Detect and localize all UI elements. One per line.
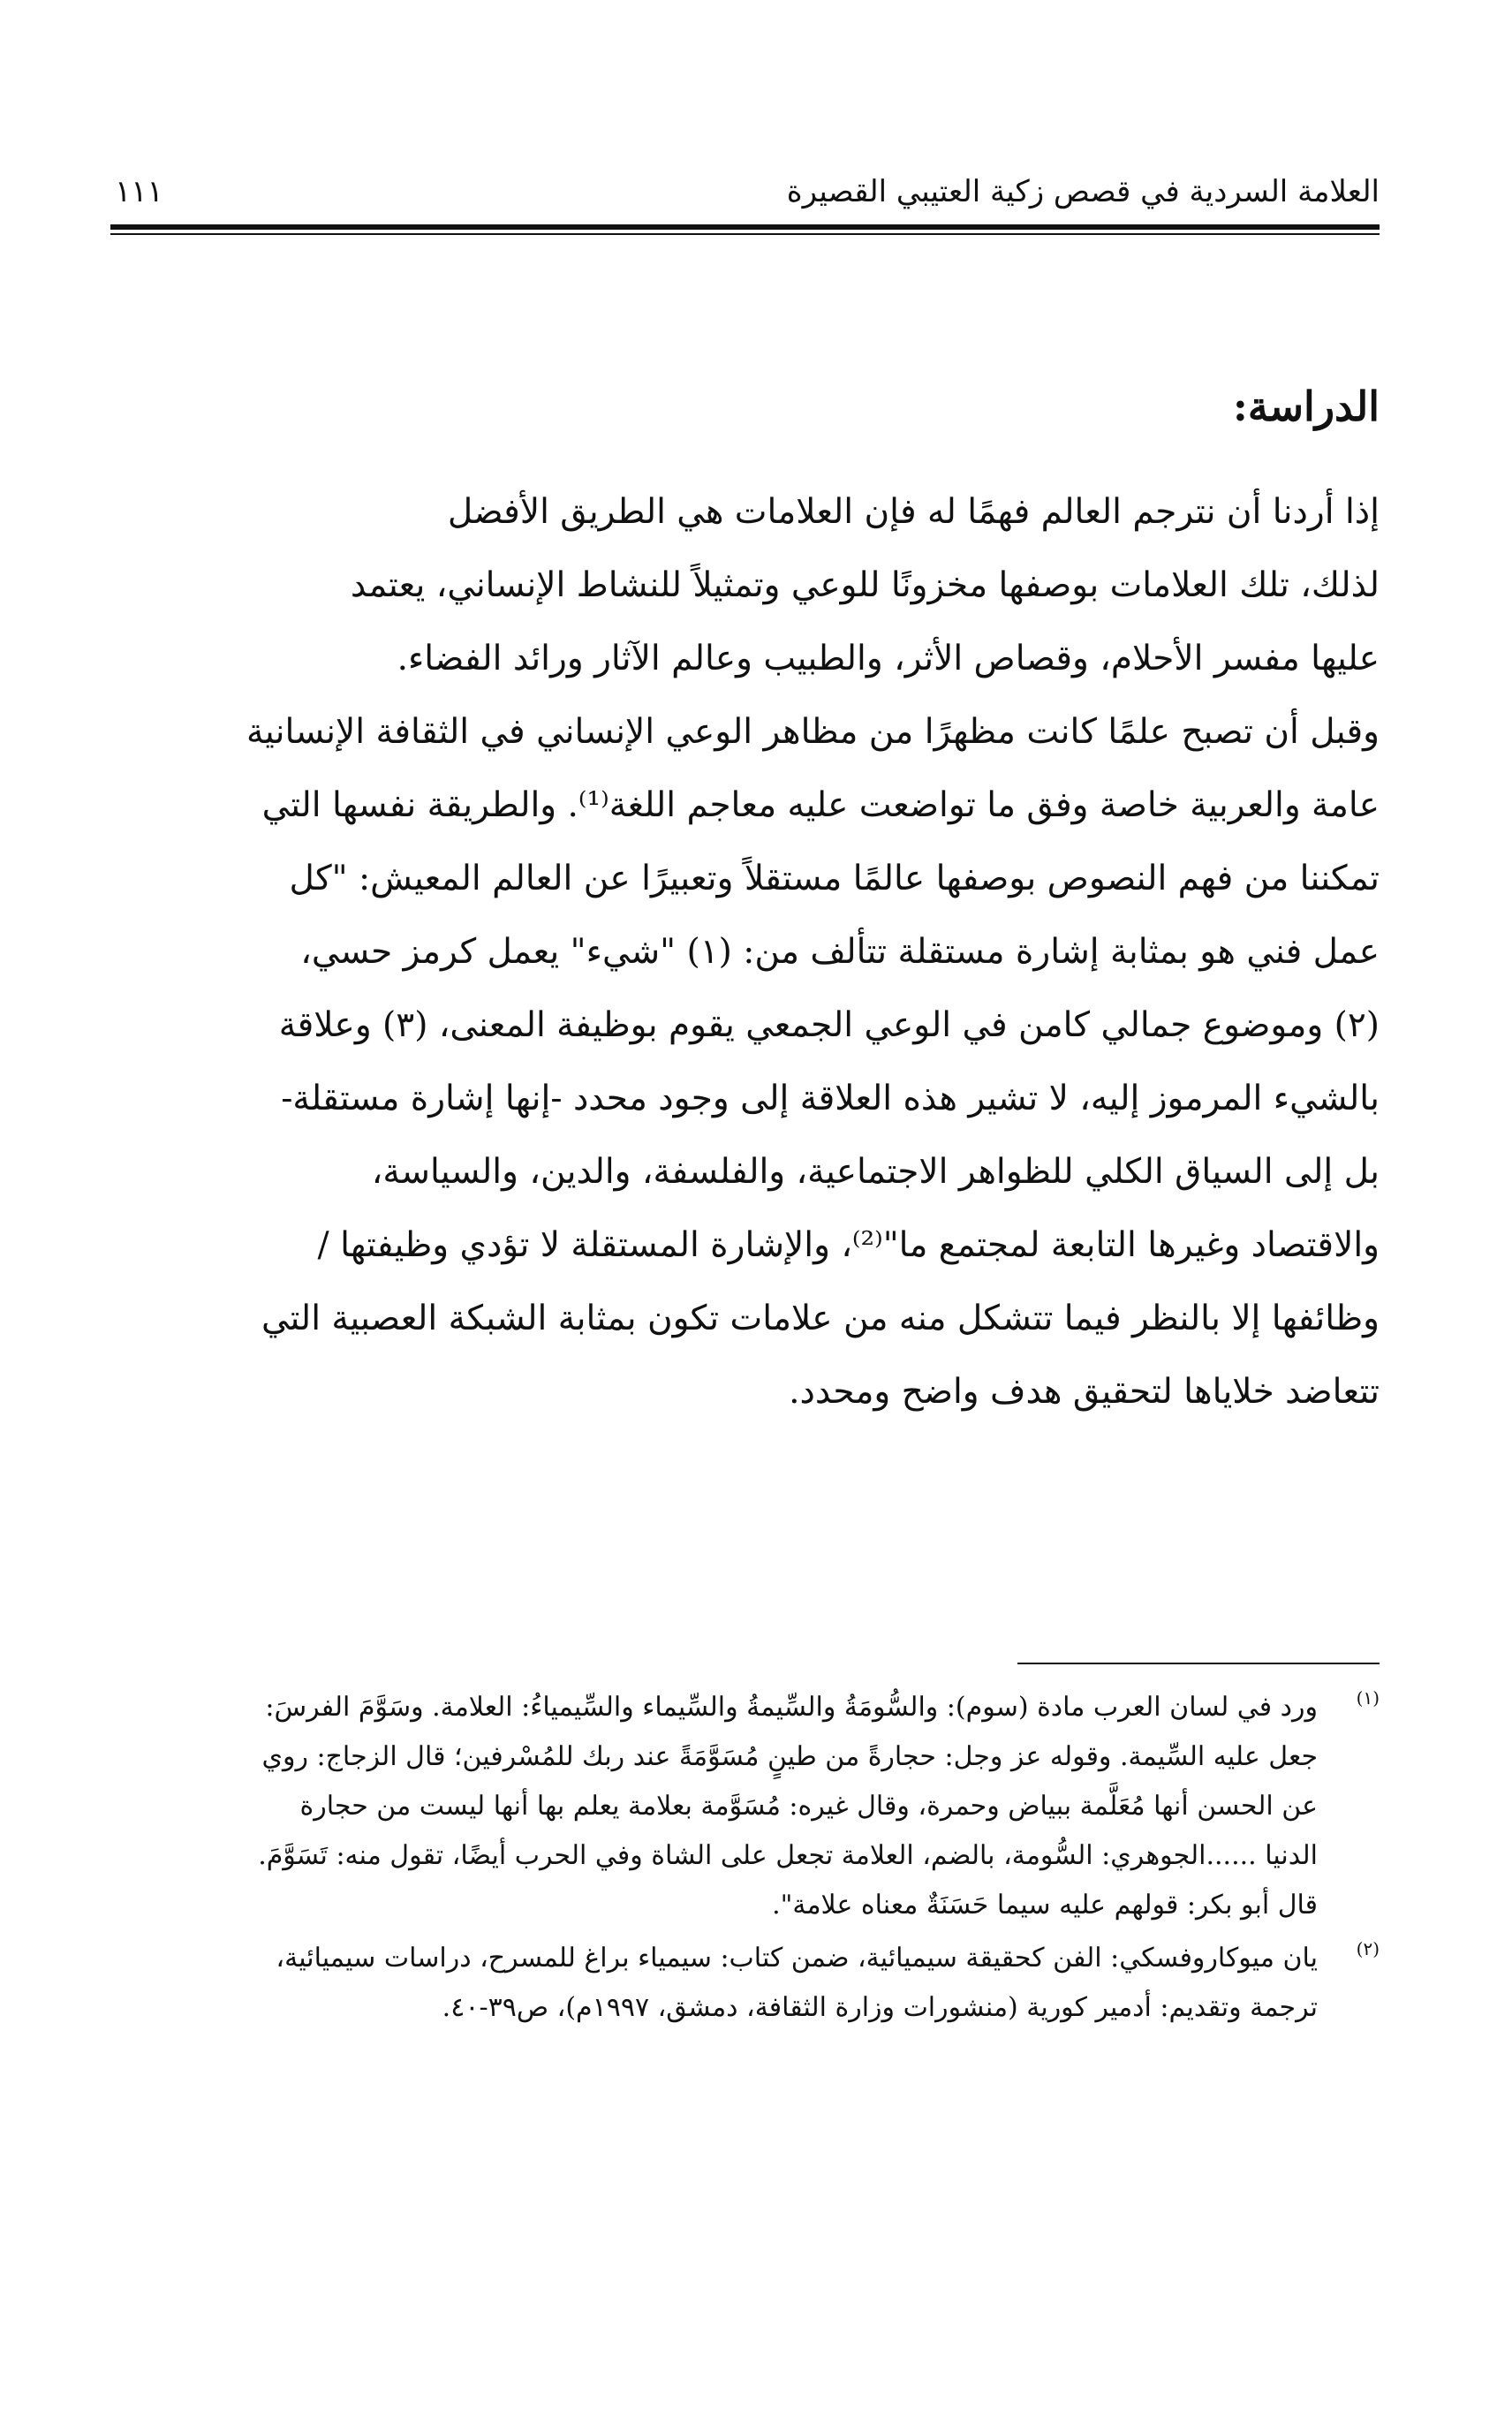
footnote-line: يان ميوكاروفسكي: الفن كحقيقة سيميائية، ضمن كتاب: سيمياء براغ للمسرح، دراسات سيميائية، <box>276 1943 1318 1974</box>
footnote-line: ورد في لسان العرب مادة (سوم): والسُّومَةُ والسِّيمةُ والسِّيماء والسِّيمياءُ: العلامة. وسَوَّمَ الفرسَ: <box>265 1692 1318 1723</box>
footnote-line: الدنيا ......الجوهري: السُّومة، بالضم، العلامة تجعل على الشاة وفي الحرب أيضًا، تقول منه: تَسَوَّمَ. <box>258 1840 1318 1871</box>
footnotes <box>110 1683 1380 2036</box>
body-line: تمكننا من فهم النصوص بوصفها عالمًا مستقلاً وتعبيرًا عن العالم المعيش: "كل <box>289 859 1380 898</box>
body-line: بل إلى السياق الكلي للظواهر الاجتماعية، والفلسفة، والدين، والسياسة، <box>371 1152 1380 1192</box>
body-line: إذا أردنا أن نترجم العالم فهمًا له فإن العلامات هي الطريق الأفضل <box>447 492 1380 532</box>
section-heading: الدراسة: <box>1232 383 1380 430</box>
footnote-line: جعل عليه السِّيمة. وقوله عز وجل: حجارةً من طينٍ مُسَوَّمَةً عند ربك للمُسْرفين؛ قال الزجاج: روي <box>261 1741 1318 1772</box>
footnote-1 <box>110 1683 1380 1930</box>
body-line: عليها مفسر الأحلام، وقصاص الأثر، والطبيب وعالم الآثار ورائد الفضاء. <box>397 639 1380 678</box>
footnote-2 <box>110 1934 1380 2033</box>
body-line: عامة والعربية خاصة وفق ما تواضعت عليه معاجم اللغة⁽¹⁾. والطريقة نفسها التي <box>261 785 1380 825</box>
body-line: (٢) وموضوع جمالي كامن في الوعي الجمعي يقوم بوظيفة المعنى، (٣) وعلاقة <box>278 1005 1380 1045</box>
body-line: والاقتصاد وغيرها التابعة لمجتمع ما"⁽²⁾، والإشارة المستقلة لا تؤدي وظيفتها / <box>317 1225 1380 1265</box>
running-header-title: العلامة السردية في قصص زكية العتيبي القصيرة <box>786 174 1380 209</box>
body-line: بالشيء المرموز إليه، لا تشير هذه العلاقة إلى وجود محدد -إنها إشارة مستقلة- <box>281 1079 1380 1118</box>
page-number: ١١١ <box>115 174 163 209</box>
body-line: لذلك، تلك العلامات بوصفها مخزونًا للوعي وتمثيلاً للنشاط الإنساني، يعتمد <box>350 565 1380 605</box>
footnote-separator <box>1017 1663 1380 1664</box>
footnote-line: قال أبو بكر: قولهم عليه سيما حَسَنَةٌ معناه علامة". <box>772 1890 1318 1921</box>
footnote-line: عن الحسن أنها مُعَلَّمة ببياض وحمرة، وقال غيره: مُسَوَّمة بعلامة يعلم بها أنها ليست من حجارة <box>299 1791 1318 1822</box>
footnote-line: ترجمة وتقديم: أدمير كورية (منشورات وزارة الثقافة، دمشق، ١٩٩٧م)، ص٣٩-٤٠. <box>442 1992 1318 2023</box>
footnote-marker: (١) <box>1356 1687 1380 1709</box>
body-line: تتعاضد خلاياها لتحقيق هدف واضح ومحدد. <box>789 1372 1380 1412</box>
body-line: وقبل أن تصبح علمًا كانت مظهرًا من مظاهر الوعي الإنساني في الثقافة الإنسانية <box>246 712 1380 752</box>
running-header <box>115 170 1380 223</box>
footnote-marker: (٢) <box>1356 1938 1380 1959</box>
body-paragraph <box>110 475 1380 1428</box>
body-line: وظائفها إلا بالنظر فيما تتشكل منه من علامات تكون بمثابة الشبكة العصبية التي <box>261 1299 1380 1338</box>
body-line: عمل فني هو بمثابة إشارة مستقلة تتألف من: (١) "شيء" يعمل كرمز حسي، <box>300 932 1380 972</box>
header-rule-thick <box>110 224 1380 230</box>
header-rule-thin <box>110 233 1380 235</box>
